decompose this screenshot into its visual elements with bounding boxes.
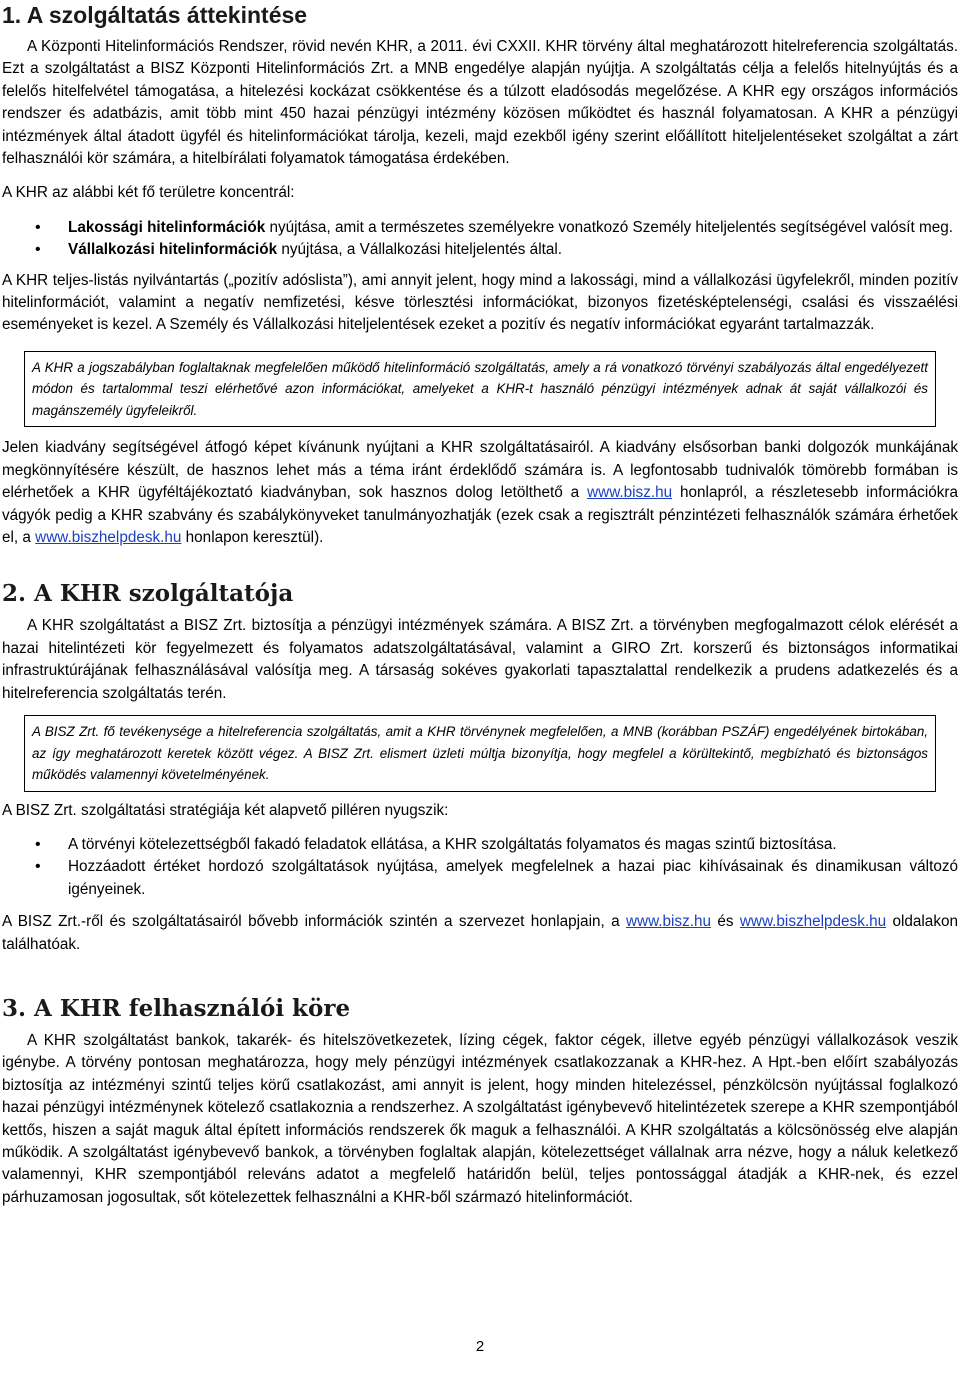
list-item (2, 239, 958, 261)
text-run: Jelen kiadvány segítségével átfogó képet kívánunk nyújtani a KHR szolgáltatásairól. A kiadvány elsősorban banki dolgozók munkájának megkönnyítésére készült, de hasznos lehet más a téma iránt érdeklődő számára is. A legfontosabb tudnivalók tömörebb formában is elérhetőek a KHR ügyféltájékoztató kiadványban, sok hasznos dolog letölthető a (2, 439, 958, 502)
page-content (2, 0, 958, 1209)
section-2-title: 2. A KHR szolgáltatója (2, 580, 294, 608)
biszhelpdesk-link[interactable]: www.biszhelpdesk.hu (739, 913, 887, 931)
text-run: A BISZ Zrt.-ről és szolgáltatásairól bővebb információk szintén a szervezet honlapjain, a (2, 913, 626, 931)
list-item (2, 856, 958, 901)
section-1-paragraph-4 (2, 437, 958, 549)
section-1-title: 1. A szolgáltatás áttekintése (2, 2, 308, 28)
section-2-highlight-box: A BISZ Zrt. fő tevékenysége a hitelreferencia szolgáltatás, amit a KHR törvénynek megfelelően, a MNB (korábban PSZÁF) engedélyének birtokában, az így meghatározott keretek között végez. A BISZ Zrt. elismert üzleti múltja bizonyítja, hogy megfelel a körültekintő, megbízható és biztonságos működés valamennyi követelményének. (24, 715, 936, 792)
list-item (2, 834, 958, 856)
section-1-highlight-box: A KHR a jogszabályban foglaltaknak megfelelően működő hitelinformáció szolgáltatás, amely a rá vonatkozó törvényi szabályozás által engedélyezett módon és tartalommal teszi elérhetővé azon információkat, amelyeket a KHR-t használó pénzügyi intézmények adnak át saját vállalkozói és magánszemély ügyfeleikről. (24, 351, 936, 428)
bisz-link[interactable]: www.bisz.hu (625, 913, 711, 931)
bullet-bold: Vállalkozási hitelinformációk (68, 241, 278, 259)
bullet-text: nyújtása, amit a természetes személyekre vonatkozó Személy hiteljelentés segítségével valósít meg. (265, 218, 954, 236)
text-run: és (710, 913, 740, 931)
section-2-paragraph-1: A KHR szolgáltatást a BISZ Zrt. biztosítja a pénzügyi intézmények számára. A BISZ Zrt. a törvényben megfogalmazott célok elérését a hazai hitelintézeti kör fegyelmezett és folyamatos adatszolgáltatásával, valamint a GIRO Zrt. korszerű és biztonságos informatikai infrastruktúrájának felhasználásával valósítja meg. A társaság sokéves gyakorlati tapasztalattal rendelkezik a prudens adatkezelés és a hitelreferencia szolgáltatás terén. (2, 617, 958, 702)
bisz-link[interactable]: www.bisz.hu (587, 484, 673, 502)
bullet-text: A törvényi kötelezettségből fakadó feladatok ellátása, a KHR szolgáltatás folyamatos és magas szintű biztosítása. (68, 835, 837, 853)
text-run: honlapról, a részletesebb információkra vágyók pedig a KHR szabvány és szabálykönyveket tanulmányozhatják (ezek csak a regisztrált pénzintézeti felhasználók számára érhetőek el, a (2, 484, 958, 546)
bullet-icon: • (35, 858, 41, 876)
section-2-paragraph-3 (2, 911, 958, 956)
bullet-text: Hozzáadott értéket hordozó szolgáltatások nyújtása, amelyek megfelelnek a hazai piac kihívásainak és dinamikusan változó igényeinek. (68, 858, 958, 898)
list-item (2, 217, 958, 239)
section-1-bullet-list (2, 217, 958, 262)
bullet-icon: • (35, 218, 41, 236)
section-2-bullet-list (2, 834, 958, 901)
biszhelpdesk-link[interactable]: www.biszhelpdesk.hu (35, 529, 182, 546)
section-1-paragraph-2: A KHR az alábbi két fő területre koncentrál: (2, 184, 295, 202)
section-1-paragraph-1: A Központi Hitelinformációs Rendszer, rövid nevén KHR, a 2011. évi CXXII. KHR törvény által meghatározott hitelreferencia szolgáltatás. Ezt a szolgáltatást a BISZ Központi Hitelinformációs Zrt. a MNB engedélye alapján nyújtja. A szolgáltatás célja a felelős hitelnyújtás és a felelős hitelfelvétel támogatása, a hitelezési kockázat csökkentése és a túlzott eladósodás megelőzése. A KHR egy országos információs rendszer és adatbázis, amit több mint 450 hazai pénzügyi intézmény közösen működtet és használ folyamatosan. A KHR a pénzügyi intézmények által átadott ügyfél és hitelinformációkat tárolja, kezeli, majd ezekből igény szerint előállított hiteljelentéseket szolgáltat a zárt felhasználói kör számára, a hitelbírálati folyamatok támogatása érdekében. (2, 38, 958, 168)
text-run: oldalakon találhatóak. (2, 913, 958, 953)
bullet-bold: Lakossági hitelinformációk (68, 218, 266, 236)
section-1-paragraph-3: A KHR teljes-listás nyilvántartás („pozitív adóslista”), ami annyit jelent, hogy mind a lakossági, mind a vállalkozási ügyfelekről, minden pozitív hitelinformációt, valamint a negatív nemfizetési, késve törlesztési információkat, bizonyos fizetésképtelenségi, csalási és visszaélési eseményeket is kezel. A Személy és Vállalkozási hiteljelentések ezeket a pozitív és negatív információkat egyaránt tartalmazzák. (2, 271, 958, 334)
section-2-paragraph-2: A BISZ Zrt. szolgáltatási stratégiája két alapvető pilléren nyugszik: (2, 801, 449, 819)
bullet-icon: • (35, 241, 41, 259)
text-run: honlapon keresztül). (181, 529, 324, 546)
section-3-title: 3. A KHR felhasználói köre (2, 994, 351, 1022)
bullet-text: nyújtása, a Vállalkozási hiteljelentés által. (277, 241, 562, 259)
section-3-paragraph-1: A KHR szolgáltatást bankok, takarék- és hitelszövetkezetek, lízing cégek, faktor cégek, illetve egyéb pénzügyi vállalkozások veszik igénybe. A törvény pontosan meghatározza, hogy mely pénzügyi intézmények csatlakozzanak a KHR-hez. A Hpt.-ben előírt szabályozás biztosítja az intézményi szintű teljes körű csatlakozást, ami annyit is jelent, hogy minden hitelezéssel, pénzkölcsön nyújtással foglalkozó hazai pénzügyi intézménynek kötelező csatlakoznia a rendszerhez. A szolgáltatást igénybevevő hitelintézetek szerepe a KHR szempontjából kettős, hiszen a saját maguk által épített információs rendszerek ők maguk a felhasználói. A KHR szolgáltatás a kölcsönösség elve alapján működik. A szolgáltatást igénybevevő bankok, a törvényben foglaltak alapján, kötelezettséget vállalnak arra nézve, hogy a náluk keletkező valamennyi, KHR szempontjából releváns adatot a megfelelő határidőn belül, teljes pontossággal átadják a KHR-nek, és ezzel párhuzamosan jogosultak, sőt kötelezettek felhasználni a KHR-ből származó hitelinformációt. (2, 1031, 958, 1206)
page-number: 2 (475, 1338, 485, 1355)
bullet-icon: • (35, 835, 41, 853)
